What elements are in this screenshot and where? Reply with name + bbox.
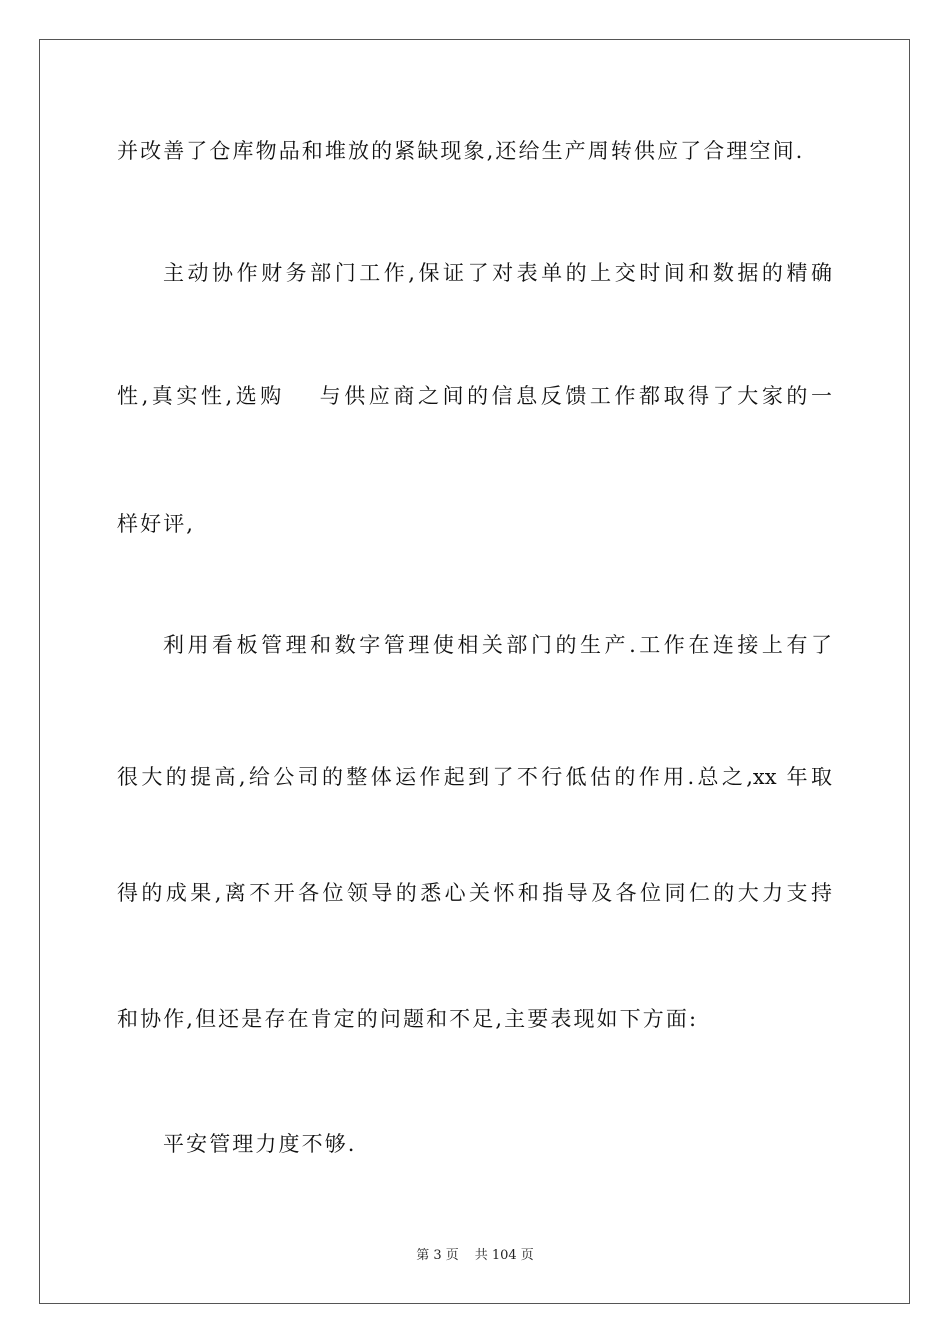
text-line-8: 和协作,但还是存在肯定的问题和不足,主要表现如下方面: [117,1007,699,1031]
page-number: 第 3 页 [416,1248,459,1263]
text-line-3: 性,真实性,选购 与供应商之间的信息反馈工作都取得了大家的一 [117,384,832,408]
text-line-7: 得的成果,离不开各位领导的悉心关怀和指导及各位同仁的大力支持 [117,881,832,905]
text-line-2: 主动协作财务部门工作,保证了对表单的上交时间和数据的精确 [163,261,832,285]
page-total: 共 104 页 [474,1248,534,1263]
text-line-6: 很大的提高,给公司的整体运作起到了不行低估的作用.总之,xx 年取 [117,765,832,789]
page-footer [0,1247,950,1265]
page-border [39,39,910,1304]
text-line-9: 平安管理力度不够. [163,1132,357,1156]
text-line-1: 并改善了仓库物品和堆放的紧缺现象,还给生产周转供应了合理空间. [117,139,805,163]
text-line-4: 样好评, [117,512,196,536]
text-line-5: 利用看板管理和数字管理使相关部门的生产.工作在连接上有了 [163,633,832,657]
